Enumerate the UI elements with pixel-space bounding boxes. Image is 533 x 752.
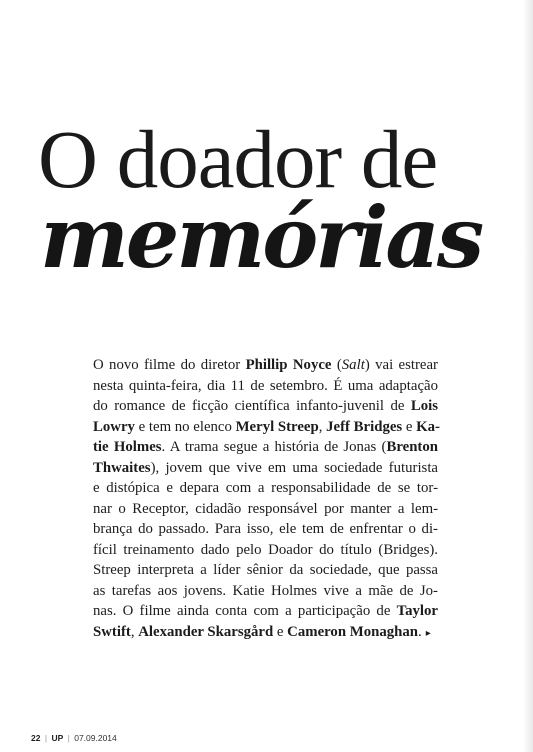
- article-line: [93, 417, 438, 438]
- article-text: brança do passado. Para isso, ele tem de enfrentar o di-: [93, 521, 438, 537]
- italic-title: Salt: [341, 357, 365, 373]
- article-line: [93, 478, 438, 499]
- page-number: 22: [31, 733, 41, 743]
- article-line: [93, 540, 438, 561]
- article-text: . A trama segue a história de Jonas (: [161, 439, 387, 455]
- headline-line-2: memórias: [40, 188, 482, 287]
- article-line: [93, 376, 438, 397]
- bold-name: Taylor: [396, 603, 438, 619]
- article-line: [93, 458, 438, 479]
- article-text: e distópica e depara com a responsabilidade de se tor-: [93, 480, 438, 496]
- article-text: .: [418, 623, 422, 640]
- article-line: [93, 581, 438, 602]
- article-text: nar o Receptor, cidadão responsável por manter a lem-: [93, 500, 438, 517]
- bold-name: Brenton: [386, 439, 438, 455]
- bold-name: Ka-: [416, 418, 440, 435]
- bold-name: Phillip Noyce: [245, 357, 332, 373]
- bold-name: tie Holmes: [93, 439, 162, 455]
- article-text: ) vai estrear: [364, 357, 438, 373]
- headline-line-1: O doador de: [38, 113, 438, 205]
- bold-name: Lowry: [93, 418, 135, 435]
- bold-name: Meryl Streep: [235, 418, 319, 435]
- article-text: nas. O filme ainda conta com a participação de: [93, 603, 397, 619]
- article-body: [93, 355, 438, 642]
- article-text: ,: [318, 418, 327, 435]
- article-line: [93, 622, 438, 643]
- article-line: [93, 560, 438, 581]
- article-text: fícil treinamento dado pelo Doador do título (Bridges).: [93, 541, 438, 558]
- article-text: e tem no elenco: [134, 418, 236, 435]
- bold-name: Swtift: [93, 623, 131, 640]
- article-text: (: [331, 357, 342, 373]
- footer-separator: |: [67, 733, 70, 743]
- page-edge-shadow: [523, 0, 533, 752]
- article-line: [93, 437, 438, 458]
- article-line: [93, 396, 438, 417]
- bold-name: Thwaites: [93, 459, 151, 476]
- issue-date: 07.09.2014: [74, 733, 117, 743]
- article-line: [93, 355, 438, 376]
- article-text: Streep interpreta a líder sênior da sociedade, que passa: [93, 562, 438, 578]
- article-text: ,: [130, 623, 139, 640]
- bold-name: Lois: [410, 398, 438, 414]
- article-text: ), jovem que vive em uma sociedade futurista: [150, 459, 438, 476]
- article-line: [93, 601, 438, 622]
- bold-name: Alexander Skarsgård: [138, 623, 274, 640]
- footer-separator: |: [44, 733, 48, 743]
- bold-name: Jeff Bridges: [326, 418, 403, 435]
- article-text: e: [402, 418, 417, 435]
- page-footer: [31, 733, 117, 743]
- article-text: nesta quinta-feira, dia 11 de setembro. É uma adaptação: [93, 377, 438, 394]
- article-line: [93, 499, 438, 520]
- end-of-article-icon: ▸: [425, 627, 431, 639]
- article-text: e: [273, 623, 288, 640]
- article-line: [93, 519, 438, 540]
- article-text: O novo filme do diretor: [93, 357, 246, 373]
- bold-name: Cameron Monaghan: [287, 623, 419, 640]
- article-text: do romance de ficção científica infanto-juvenil de: [93, 398, 411, 414]
- article-text: as tarefas aos jovens. Katie Holmes vive a mãe de Jo-: [93, 582, 438, 599]
- magazine-name: UP: [51, 733, 64, 743]
